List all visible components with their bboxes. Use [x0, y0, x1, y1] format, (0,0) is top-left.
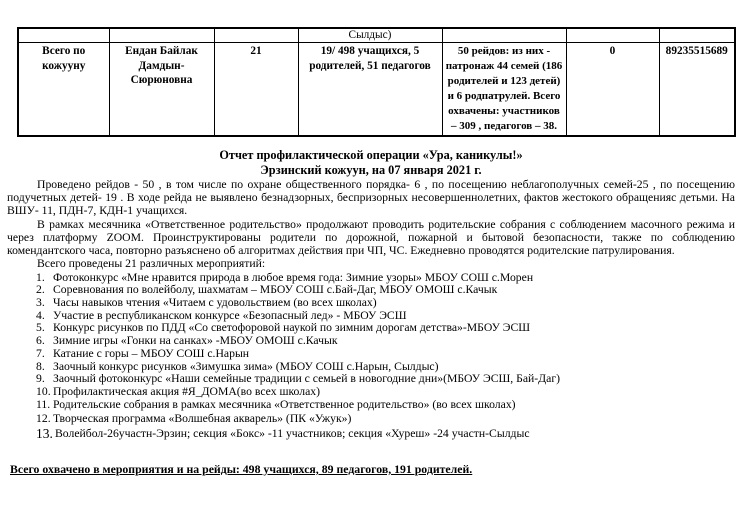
- table-cell-phone-number: 89235515689: [659, 43, 735, 137]
- list-item-text: Соревнования по волейболу, шахматам – МБОУ СОШ с.Бай-Даг, МБОУ ОМОШ с.Качык: [53, 283, 498, 297]
- table-cell-participants: 19/ 498 учащихся, 5 родителей, 51 педагогов: [298, 43, 442, 137]
- list-item-number: 10.: [36, 384, 51, 398]
- list-item-number: 7.: [36, 346, 45, 360]
- table-cell-empty: [566, 28, 659, 43]
- list-item-text: Творческая программа «Волшебная акварель» (ПК «Ужук»): [53, 412, 352, 426]
- table-cell-syldys: Сылдыс): [298, 28, 442, 43]
- table-cell-raids-summary: 50 рейдов: из них - патронаж 44 семей (186 родителей и 123 детей) и 6 родпатрулей. Всего охвачены: участников – 309 , педагогов – 38.: [442, 43, 566, 137]
- list-item-number: 8.: [36, 359, 45, 373]
- list-item-number: 13.: [36, 426, 53, 442]
- table-cell-empty: [214, 28, 298, 43]
- paragraph-raids: Проведено рейдов - 50 , в том числе по охране общественного порядка- 6 , по посещению неблагополучных семей-25 , по посещению подучетных детей- 19 . В ходе рейда не выявлено безнадзорных, беспризорных несовершеннолетних, фактов жестокого обращенияс детьми. На ВШУ- 11, ПДН-7, КДН-1 учащихся.: [7, 178, 735, 217]
- list-item-text: Конкурс рисунков по ПДД «Со светофоровой наукой по зимним дорогам детства»-МБОУ ЭСШ: [53, 321, 531, 335]
- list-item-number: 9.: [36, 372, 45, 386]
- totals-footer: Всего охвачено в мероприятия и на рейды: 498 учащихся, 89 педагогов, 191 родителей.: [10, 461, 473, 476]
- list-item-text: Волейбол-26участн-Эрзин; секция «Бокс» -11 участников; секция «Хуреш» -24 участн-Сылдыс: [55, 427, 530, 441]
- list-item: [7, 428, 735, 441]
- table-cell-empty: [659, 28, 735, 43]
- events-list: [7, 272, 735, 441]
- list-item-text: Профилактическая акция #Я_ДОМА(во всех школах): [53, 384, 320, 398]
- table-row-partial: [18, 28, 735, 43]
- paragraph-parent-meetings: В рамках месячника «Ответственное родительство» продолжают проводить родительские собрания с соблюдением масочного режима и через платформу ZOOM. Проинструктированы родители по дорожной, пожарной и бытовой безопасности, также по соблюдению комендантского часа, повторно разъяснено об алгоритмах действия при ЧП, ЧС. Ежедневно проводятся родителские патрулирования.: [7, 218, 735, 257]
- list-item: [7, 348, 735, 361]
- report-body: [7, 148, 735, 476]
- list-item: [7, 335, 735, 348]
- table-cell-total-label: Всего по кожууну: [18, 43, 109, 137]
- table-cell-empty: [442, 28, 566, 43]
- list-item-text: Заочный конкурс рисунков «Зимушка зима» (МБОУ СОШ с.Нарын, Сылдыс): [53, 359, 439, 373]
- list-item-number: 5.: [36, 321, 45, 335]
- list-item-text: Зимние игры «Гонки на санках» -МБОУ ОМОШ с.Качык: [53, 334, 338, 348]
- list-item-number: 4.: [36, 308, 45, 322]
- list-item: [7, 297, 735, 310]
- list-item-text: Часы навыков чтения «Читаем с удовольствием (во всех школах): [53, 295, 377, 309]
- list-item-text: Катание с горы – МБОУ СОШ с.Нарын: [53, 346, 250, 360]
- list-item-text: Родительские собрания в рамках месячника «Ответственное родительство» (во всех школах): [53, 397, 516, 411]
- list-item-number: 11.: [36, 397, 51, 411]
- list-item: [7, 373, 735, 386]
- list-item-text: Заочный фотоконкурс «Наши семейные традиции с семьей в новогодние дни»(МБОУ ЭСШ, Бай-Даг): [53, 372, 561, 386]
- events-intro: Всего проведены 21 различных мероприятий:: [37, 256, 266, 270]
- table-cell-events-count: 21: [214, 43, 298, 137]
- list-item-text: Фотоконкурс «Мне нравится природа в любое время года: Зимние узоры» МБОУ СОШ с.Морен: [53, 270, 534, 284]
- list-item-number: 1.: [36, 270, 45, 284]
- list-item-number: 12.: [36, 412, 51, 426]
- table-cell-responsible-name: Ендан Байлак Дамдын-Сюрюновна: [109, 43, 214, 137]
- list-item-number: 6.: [36, 334, 45, 348]
- table-row-total: [18, 43, 735, 137]
- summary-table: [17, 27, 736, 137]
- list-item-number: 2.: [36, 283, 45, 297]
- list-item-text: Участие в республиканском конкурсе «Безопасный лед» - МБОУ ЭСШ: [53, 308, 407, 322]
- list-item-number: 3.: [36, 295, 45, 309]
- list-item: [7, 399, 735, 412]
- table-cell-empty: [18, 28, 109, 43]
- report-title: Отчет профилактической операции «Ура, каникулы!»: [219, 148, 523, 162]
- table-cell-empty: [109, 28, 214, 43]
- report-subtitle: Эрзинский кожуун, на 07 января 2021 г.: [260, 162, 482, 177]
- list-item: [7, 413, 735, 426]
- list-item: [7, 386, 735, 399]
- table-cell-zero: 0: [566, 43, 659, 137]
